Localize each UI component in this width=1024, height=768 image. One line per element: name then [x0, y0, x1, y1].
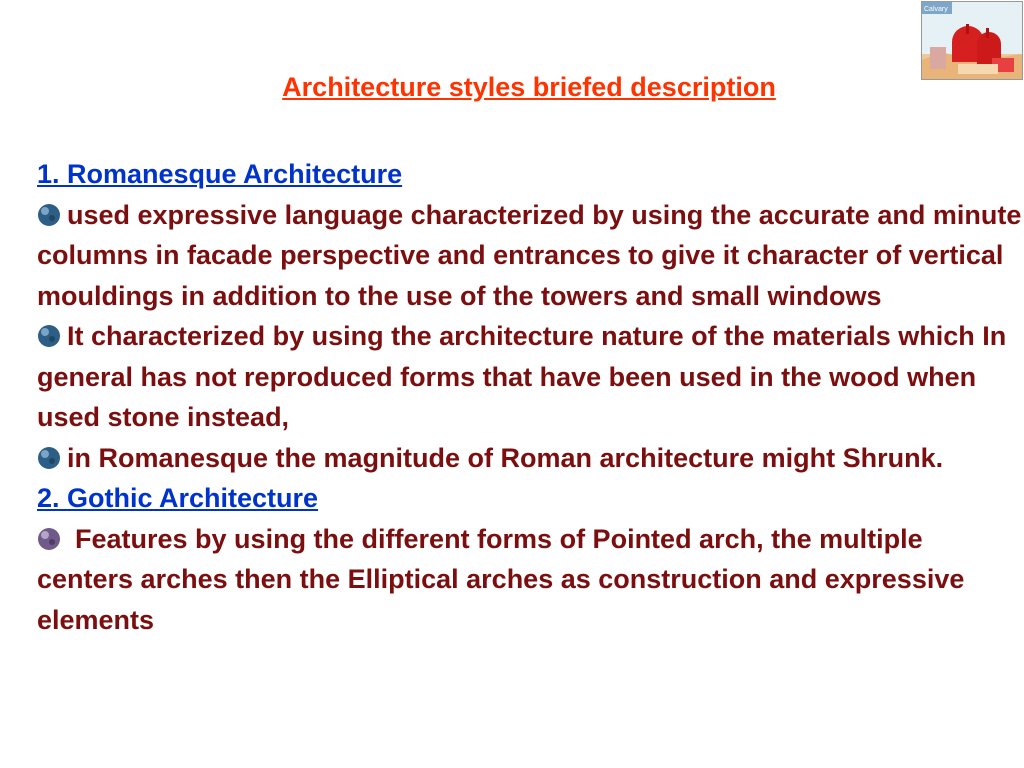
content-body	[37, 154, 1022, 640]
bullet-item	[37, 438, 1022, 479]
bullet-item	[37, 195, 1022, 317]
bullet-text: Features by using the different forms of Pointed arch, the multiple centers arches then the Elliptical arches as construction and expressive elements	[37, 523, 965, 635]
page-title: Architecture styles briefed description	[282, 72, 776, 102]
bullet-sphere-icon	[37, 446, 61, 470]
bullet-sphere-icon	[37, 527, 61, 551]
bullet-sphere-icon	[37, 324, 61, 348]
bullet-item	[37, 519, 1022, 641]
bullet-sphere-icon	[37, 203, 61, 227]
bullet-item	[37, 316, 1022, 438]
bullet-text: used expressive language characterized by using the accurate and minute columns in facade perspective and entrances to give it character of vertical mouldings in addition to the use of the towers and small windows	[37, 199, 1022, 311]
bullet-text: It characterized by using the architecture nature of the materials which In general has not reproduced forms that have been used in the wood when used stone instead,	[37, 321, 1007, 432]
thumbnail-caption: Calvary	[924, 6, 948, 13]
section-heading-romanesque[interactable]: 1. Romanesque Architecture	[37, 159, 403, 189]
section-heading-gothic[interactable]: 2. Gothic Architecture	[37, 483, 319, 513]
calvary-thumbnail-image	[921, 1, 1023, 80]
bullet-text: in Romanesque the magnitude of Roman architecture might Shrunk.	[67, 442, 944, 473]
